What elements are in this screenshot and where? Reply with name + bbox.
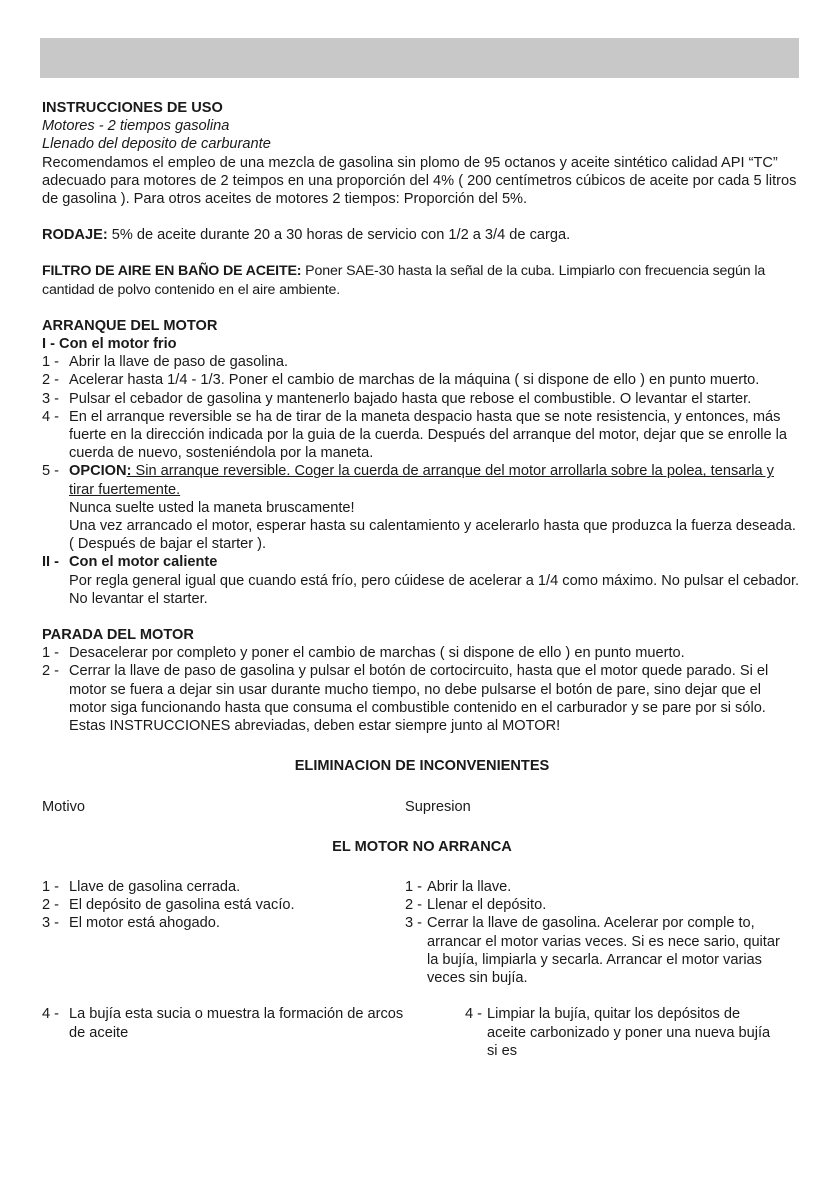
column-header-motivo: Motivo <box>42 798 85 815</box>
list-text: Desacelerar por completo y poner el cambio de marchas ( si dispone de ello ) en punto muerto. <box>69 645 685 662</box>
caliente-label: Con el motor caliente <box>69 554 218 571</box>
opcion-colon: : <box>126 463 132 480</box>
list-item <box>42 390 802 408</box>
motivo-text: Llave de gasolina cerrada. <box>69 878 241 895</box>
list-text: Abrir la llave de paso de gasolina. <box>69 354 289 371</box>
intro-paragraph: Recomendamos el empleo de una mezcla de gasolina sin plomo de 95 octanos y aceite sintético calidad API “TC” adecuado para motores de 2 teimpos en una proporción del 4% ( 200 centímetros cúbicos de aceite por cada 5 litros de gasolina ). Para otros aceites de motores 2 tiempos: Proporción del 5%. <box>42 154 797 208</box>
list-item <box>42 353 802 371</box>
table-row <box>42 878 802 896</box>
subtitle-llenado: Llenado del deposito de carburante <box>42 136 271 153</box>
list-item-opcion <box>42 462 802 498</box>
list-text: Acelerar hasta 1/4 - 1/3. Poner el cambio de marchas de la máquina ( si dispone de ello ) en punto muerto. <box>69 372 760 389</box>
subtitle-no-arranca: EL MOTOR NO ARRANCA <box>332 838 512 855</box>
table-row <box>42 914 802 1005</box>
supresion-text: Abrir la llave. <box>427 878 512 895</box>
motivo-text: La bujía esta sucia o muestra la formación de arcos de aceite <box>69 1006 404 1041</box>
list-number: 3 - <box>405 915 423 932</box>
section-title-eliminacion: ELIMINACION DE INCONVENIENTES <box>294 758 550 775</box>
subtitle-motores: Motores - 2 tiempos gasolina <box>42 118 230 135</box>
section-title-instrucciones: INSTRUCCIONES DE USO <box>42 100 223 116</box>
column-header-supresion: Supresion <box>405 798 471 815</box>
parada-note: Estas INSTRUCCIONES abreviadas, deben estar siempre junto al MOTOR! <box>69 718 561 735</box>
list-item <box>42 408 802 463</box>
list-item <box>42 644 802 662</box>
list-number: 1 - <box>42 878 60 895</box>
list-number: 3 - <box>42 390 60 407</box>
filtro-paragraph <box>42 262 802 298</box>
rodaje-text: 5% de aceite durante 20 a 30 horas de servicio con 1/2 a 3/4 de carga. <box>107 227 571 244</box>
list-number: 1 - <box>42 645 60 662</box>
supresion-text: Limpiar la bujía, quitar los depósitos de aceite carbonizado y poner una nueva bujía si es <box>487 1006 771 1059</box>
list-number: 2 - <box>405 897 423 914</box>
header-band <box>40 38 799 78</box>
document-body <box>42 99 802 1060</box>
list-item <box>42 371 802 389</box>
rodaje-label: RODAJE: <box>42 227 108 244</box>
list-number: 4 - <box>465 1006 483 1023</box>
column-headers <box>42 798 802 816</box>
list-number: 1 - <box>42 354 60 371</box>
opcion-line: ( Después de bajar el starter ). <box>69 536 267 553</box>
list-number: 2 - <box>42 663 60 680</box>
list-number: 2 - <box>42 897 60 914</box>
opcion-label: OPCION <box>69 463 127 480</box>
list-number: 5 - <box>42 463 60 480</box>
list-number: 2 - <box>42 372 60 389</box>
list-text: En el arranque reversible se ha de tirar de la maneta despacio hasta que se note resistencia, y entonces, más fuerte en la dirección indicada por la guia de la cuerda. Después del arranque del motor, dejar que se enrolle la cuerda de nuevo, sosteniéndola por la maneta. <box>69 408 787 462</box>
rodaje-paragraph <box>42 226 802 244</box>
opcion-text: Sin arranque reversible. Coger la cuerda de arranque del motor arrollarla sobre la polea, tensarla y tirar fuertemente. <box>69 463 774 498</box>
motivo-text: El depósito de gasolina está vacío. <box>69 897 295 914</box>
list-item <box>42 662 802 717</box>
section-title-parada: PARADA DEL MOTOR <box>42 627 194 644</box>
list-number: 3 - <box>42 915 60 932</box>
opcion-line: Nunca suelte usted la maneta bruscamente! <box>69 499 355 516</box>
supresion-text: Cerrar la llave de gasolina. Acelerar por comple to, arrancar el motor varias veces. Si es nece sario, quitar la bujía, limpiarla y secarla. Arrancar el motor varias veces sin bujía. <box>427 915 780 986</box>
opcion-line: Una vez arrancado el motor, esperar hasta su calentamiento y acelerarlo hasta que produzca la fuerza deseada. <box>69 518 796 535</box>
filtro-text: Poner SAE-30 hasta la señal de la cuba. Limpiarlo con frecuencia según la cantidad de polvo contenido en el aire ambiente. <box>42 263 766 298</box>
list-text: Pulsar el cebador de gasolina y mantenerlo bajado hasta que rebose el combustible. O levantar el starter. <box>69 390 752 407</box>
supresion-text: Llenar el depósito. <box>427 897 547 914</box>
list-text: Cerrar la llave de paso de gasolina y pulsar el botón de cortocircuito, hasta que el motor quede parado. Si el motor se fuera a dejar sin usar durante mucho tiempo, no debe pulsarse el botón de pare, sino dejar que el motor siga funcionando hasta que consuma el combustible contenido en el carburador y se pare por si sólo. <box>69 663 769 716</box>
table-row <box>42 1005 802 1060</box>
subsection-motor-frio: I - Con el motor frio <box>42 336 177 353</box>
motivo-text: El motor está ahogado. <box>69 915 220 932</box>
list-number: II - <box>42 554 60 571</box>
table-row <box>42 896 802 914</box>
filtro-label: FILTRO DE AIRE EN BAÑO DE ACEITE: <box>42 263 302 280</box>
section-title-arranque: ARRANQUE DEL MOTOR <box>42 317 218 334</box>
list-number: 1 - <box>405 878 423 895</box>
caliente-text: Por regla general igual que cuando está frío, pero cúidese de acelerar a 1/4 como máximo. No pulsar el cebador. No levantar el starter. <box>69 572 800 607</box>
subsection-motor-caliente <box>42 553 802 571</box>
list-number: 4 - <box>42 1006 60 1023</box>
list-number: 4 - <box>42 408 60 425</box>
